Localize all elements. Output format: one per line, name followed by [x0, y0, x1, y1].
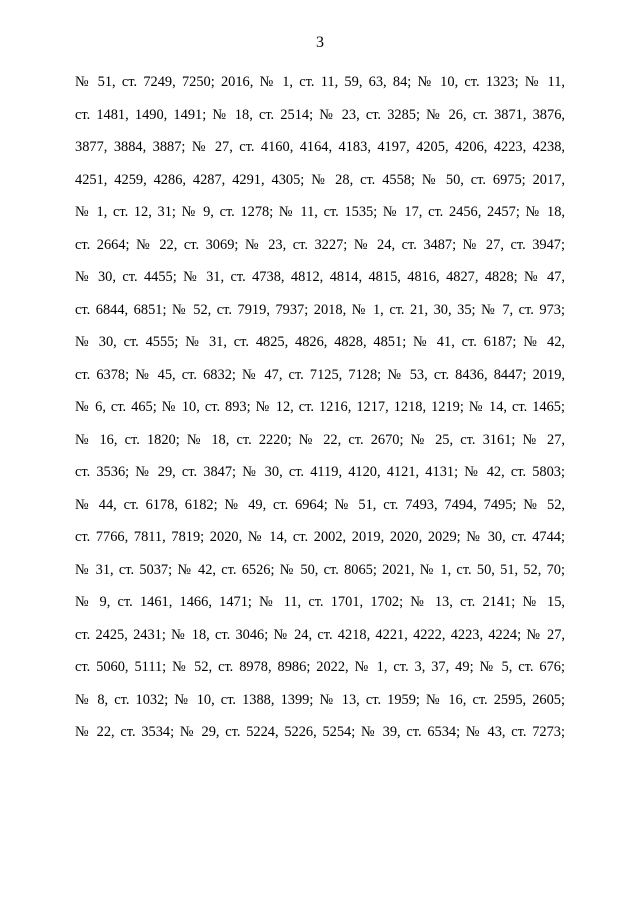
text-line: ст. 5060, 5111; № 52, ст. 8978, 8986; 2022, № 1, ст. 3, 37, 49; № 5, ст. 676;	[75, 659, 565, 675]
text-line: № 51, ст. 7249, 7250; 2016, № 1, ст. 11, 59, 63, 84; № 10, ст. 1323; № 11,	[75, 74, 565, 90]
body-text	[75, 66, 565, 749]
page-number: 3	[316, 34, 324, 51]
text-line: № 9, ст. 1461, 1466, 1471; № 11, ст. 1701, 1702; № 13, ст. 2141; № 15,	[75, 594, 565, 610]
text-line: № 22, ст. 3534; № 29, ст. 5224, 5226, 5254; № 39, ст. 6534; № 43, ст. 7273;	[75, 724, 565, 740]
text-line: 4251, 4259, 4286, 4287, 4291, 4305; № 28, ст. 4558; № 50, ст. 6975; 2017,	[75, 171, 565, 188]
text-line: № 8, ст. 1032; № 10, ст. 1388, 1399; № 13, ст. 1959; № 16, ст. 2595, 2605;	[75, 691, 565, 708]
text-line: ст. 2425, 2431; № 18, ст. 3046; № 24, ст. 4218, 4221, 4222, 4223, 4224; № 27,	[75, 626, 565, 643]
text-line: ст. 1481, 1490, 1491; № 18, ст. 2514; № 23, ст. 3285; № 26, ст. 3871, 3876,	[75, 106, 565, 123]
text-line: № 30, ст. 4455; № 31, ст. 4738, 4812, 4814, 4815, 4816, 4827, 4828; № 47,	[75, 269, 565, 285]
text-line: ст. 6378; № 45, ст. 6832; № 47, ст. 7125, 7128; № 53, ст. 8436, 8447; 2019,	[75, 366, 565, 383]
text-line: № 31, ст. 5037; № 42, ст. 6526; № 50, ст. 8065; 2021, № 1, ст. 50, 51, 52, 70;	[75, 561, 565, 578]
text-line: № 6, ст. 465; № 10, ст. 893; № 12, ст. 1216, 1217, 1218, 1219; № 14, ст. 1465;	[75, 399, 565, 415]
text-line: № 16, ст. 1820; № 18, ст. 2220; № 22, ст. 2670; № 25, ст. 3161; № 27,	[75, 431, 565, 448]
text-line: № 30, ст. 4555; № 31, ст. 4825, 4826, 4828, 4851; № 41, ст. 6187; № 42,	[75, 334, 565, 350]
text-line: 3877, 3884, 3887; № 27, ст. 4160, 4164, 4183, 4197, 4205, 4206, 4223, 4238,	[75, 139, 565, 155]
text-line: ст. 7766, 7811, 7819; 2020, № 14, ст. 2002, 2019, 2020, 2029; № 30, ст. 4744;	[75, 529, 565, 545]
text-line: ст. 3536; № 29, ст. 3847; № 30, ст. 4119, 4120, 4121, 4131; № 42, ст. 5803;	[75, 464, 565, 480]
text-line: № 44, ст. 6178, 6182; № 49, ст. 6964; № 51, ст. 7493, 7494, 7495; № 52,	[75, 496, 565, 513]
text-line: ст. 6844, 6851; № 52, ст. 7919, 7937; 2018, № 1, ст. 21, 30, 35; № 7, ст. 973;	[75, 301, 565, 318]
text-line: ст. 2664; № 22, ст. 3069; № 23, ст. 3227; № 24, ст. 3487; № 27, ст. 3947;	[75, 236, 565, 253]
text-line: № 1, ст. 12, 31; № 9, ст. 1278; № 11, ст. 1535; № 17, ст. 2456, 2457; № 18,	[75, 204, 565, 220]
